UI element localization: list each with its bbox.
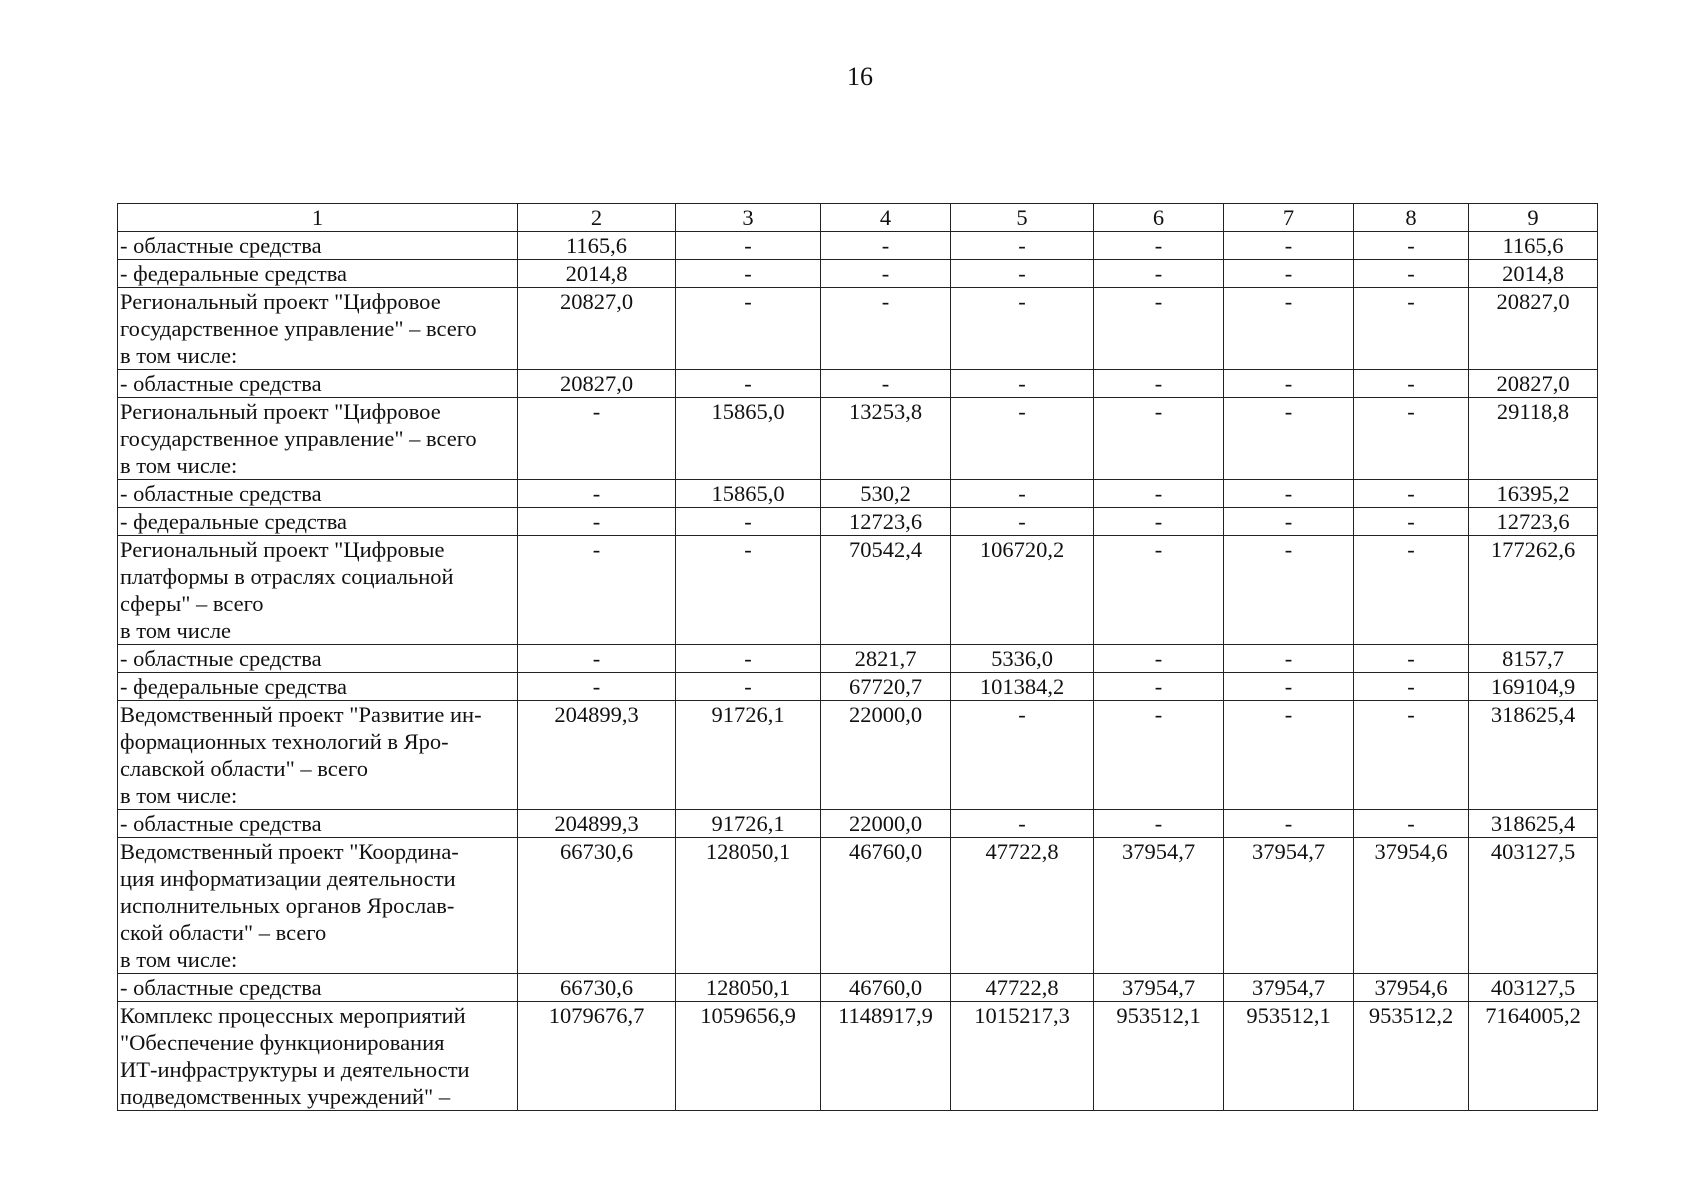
- table-row: [118, 673, 1598, 701]
- value-cell: 37954,6: [1354, 838, 1469, 974]
- row-label-line: - федеральные средства: [120, 509, 348, 534]
- value-cell: 67720,7: [821, 673, 951, 701]
- value-cell: -: [951, 701, 1094, 810]
- table-row: [118, 810, 1598, 838]
- value-cell: -: [1224, 536, 1354, 645]
- value-cell: 106720,2: [951, 536, 1094, 645]
- value-cell: -: [1354, 288, 1469, 370]
- value-cell: 953512,1: [1094, 1002, 1224, 1111]
- value-cell: 46760,0: [821, 974, 951, 1002]
- value-cell: 403127,5: [1469, 974, 1598, 1002]
- row-label-line: Региональный проект "Цифровое: [120, 289, 441, 314]
- row-label: [118, 398, 518, 480]
- column-number-9: 9: [1469, 204, 1598, 232]
- value-cell: 5336,0: [951, 645, 1094, 673]
- value-cell: -: [1354, 398, 1469, 480]
- value-cell: -: [1224, 480, 1354, 508]
- value-cell: -: [1224, 810, 1354, 838]
- column-number-1: 1: [118, 204, 518, 232]
- value-cell: 37954,6: [1354, 974, 1469, 1002]
- value-cell: 204899,3: [518, 810, 676, 838]
- value-cell: 128050,1: [676, 838, 821, 974]
- value-cell: 20827,0: [1469, 288, 1598, 370]
- value-cell: -: [518, 508, 676, 536]
- value-cell: -: [1094, 508, 1224, 536]
- value-cell: 128050,1: [676, 974, 821, 1002]
- table-row: [118, 288, 1598, 370]
- value-cell: 1165,6: [1469, 232, 1598, 260]
- row-label-line: подведомственных учреждений" –: [120, 1084, 451, 1109]
- row-label-line: сферы" – всего: [120, 591, 264, 616]
- row-label-line: - федеральные средства: [120, 261, 348, 286]
- value-cell: 37954,7: [1224, 838, 1354, 974]
- column-number-4: 4: [821, 204, 951, 232]
- value-cell: -: [1224, 701, 1354, 810]
- row-label-line: государственное управление" – всего: [120, 316, 477, 341]
- column-number-row: [118, 204, 1598, 232]
- row-label: [118, 508, 518, 536]
- value-cell: -: [1224, 508, 1354, 536]
- row-label: [118, 810, 518, 838]
- row-label-line: формационных технологий в Яро-: [120, 729, 449, 754]
- value-cell: -: [1354, 508, 1469, 536]
- column-number-8: 8: [1354, 204, 1469, 232]
- value-cell: -: [951, 398, 1094, 480]
- table-row: [118, 232, 1598, 260]
- value-cell: -: [821, 288, 951, 370]
- value-cell: 1165,6: [518, 232, 676, 260]
- value-cell: 91726,1: [676, 701, 821, 810]
- value-cell: 204899,3: [518, 701, 676, 810]
- value-cell: -: [1224, 398, 1354, 480]
- row-label-line: славской области" – всего: [120, 756, 368, 781]
- value-cell: -: [1224, 370, 1354, 398]
- value-cell: 22000,0: [821, 701, 951, 810]
- row-label-line: в том числе:: [120, 343, 238, 368]
- value-cell: -: [518, 645, 676, 673]
- value-cell: -: [1224, 260, 1354, 288]
- row-label-line: ИТ-инфраструктуры и деятельности: [120, 1057, 470, 1082]
- value-cell: 2821,7: [821, 645, 951, 673]
- row-label: [118, 701, 518, 810]
- row-label: [118, 536, 518, 645]
- table-row: [118, 645, 1598, 673]
- value-cell: 169104,9: [1469, 673, 1598, 701]
- value-cell: -: [1094, 536, 1224, 645]
- value-cell: -: [1094, 673, 1224, 701]
- row-label-line: ской области" – всего: [120, 920, 327, 945]
- value-cell: 47722,8: [951, 974, 1094, 1002]
- value-cell: -: [1354, 260, 1469, 288]
- value-cell: 403127,5: [1469, 838, 1598, 974]
- row-label: [118, 370, 518, 398]
- row-label-line: в том числе:: [120, 453, 238, 478]
- value-cell: -: [676, 645, 821, 673]
- value-cell: 2014,8: [518, 260, 676, 288]
- row-label: [118, 673, 518, 701]
- row-label-line: платформы в отраслях социальной: [120, 564, 454, 589]
- row-label: [118, 288, 518, 370]
- value-cell: -: [821, 260, 951, 288]
- value-cell: -: [951, 370, 1094, 398]
- value-cell: 1148917,9: [821, 1002, 951, 1111]
- value-cell: 530,2: [821, 480, 951, 508]
- value-cell: 20827,0: [518, 288, 676, 370]
- value-cell: 1059656,9: [676, 1002, 821, 1111]
- value-cell: -: [1224, 288, 1354, 370]
- value-cell: -: [518, 673, 676, 701]
- table-row: [118, 480, 1598, 508]
- value-cell: -: [1094, 645, 1224, 673]
- value-cell: -: [1354, 701, 1469, 810]
- column-number-5: 5: [951, 204, 1094, 232]
- value-cell: 15865,0: [676, 480, 821, 508]
- value-cell: -: [1224, 645, 1354, 673]
- value-cell: -: [1094, 810, 1224, 838]
- value-cell: 37954,7: [1094, 974, 1224, 1002]
- row-label: [118, 974, 518, 1002]
- value-cell: 318625,4: [1469, 701, 1598, 810]
- value-cell: -: [1094, 260, 1224, 288]
- table-row: [118, 370, 1598, 398]
- row-label-line: - областные средства: [120, 646, 322, 671]
- row-label-line: "Обеспечение функционирования: [120, 1030, 445, 1055]
- value-cell: -: [1354, 370, 1469, 398]
- value-cell: 1015217,3: [951, 1002, 1094, 1111]
- row-label-line: государственное управление" – всего: [120, 426, 477, 451]
- table-row: [118, 838, 1598, 974]
- row-label: [118, 838, 518, 974]
- table-row: [118, 260, 1598, 288]
- value-cell: -: [951, 508, 1094, 536]
- value-cell: 2014,8: [1469, 260, 1598, 288]
- value-cell: -: [676, 370, 821, 398]
- row-label-line: ция информатизации деятельности: [120, 866, 456, 891]
- row-label: [118, 232, 518, 260]
- table-row: [118, 536, 1598, 645]
- value-cell: -: [1094, 480, 1224, 508]
- value-cell: -: [676, 288, 821, 370]
- row-label-line: - федеральные средства: [120, 674, 348, 699]
- value-cell: -: [1094, 398, 1224, 480]
- value-cell: 37954,7: [1224, 974, 1354, 1002]
- row-label: [118, 480, 518, 508]
- value-cell: -: [1354, 232, 1469, 260]
- value-cell: -: [1354, 480, 1469, 508]
- value-cell: -: [1094, 232, 1224, 260]
- value-cell: -: [1354, 645, 1469, 673]
- row-label-line: в том числе:: [120, 947, 238, 972]
- row-label-line: исполнительных органов Ярослав-: [120, 893, 455, 918]
- value-cell: 12723,6: [1469, 508, 1598, 536]
- table-row: [118, 974, 1598, 1002]
- table-row: [118, 508, 1598, 536]
- value-cell: 66730,6: [518, 974, 676, 1002]
- value-cell: 13253,8: [821, 398, 951, 480]
- value-cell: -: [676, 536, 821, 645]
- row-label-line: - областные средства: [120, 481, 322, 506]
- page-number: 16: [847, 62, 873, 91]
- value-cell: 953512,2: [1354, 1002, 1469, 1111]
- value-cell: 47722,8: [951, 838, 1094, 974]
- value-cell: 177262,6: [1469, 536, 1598, 645]
- value-cell: -: [518, 480, 676, 508]
- row-label-line: - областные средства: [120, 975, 322, 1000]
- value-cell: -: [1094, 370, 1224, 398]
- value-cell: 16395,2: [1469, 480, 1598, 508]
- value-cell: 20827,0: [518, 370, 676, 398]
- value-cell: 1079676,7: [518, 1002, 676, 1111]
- row-label-line: Региональный проект "Цифровые: [120, 537, 445, 562]
- value-cell: 101384,2: [951, 673, 1094, 701]
- value-cell: -: [676, 232, 821, 260]
- value-cell: -: [951, 260, 1094, 288]
- value-cell: 15865,0: [676, 398, 821, 480]
- value-cell: -: [676, 673, 821, 701]
- value-cell: -: [1354, 673, 1469, 701]
- value-cell: -: [1354, 810, 1469, 838]
- value-cell: 12723,6: [821, 508, 951, 536]
- row-label: [118, 260, 518, 288]
- row-label-line: в том числе: [120, 618, 232, 643]
- value-cell: -: [951, 232, 1094, 260]
- value-cell: 20827,0: [1469, 370, 1598, 398]
- value-cell: -: [821, 370, 951, 398]
- value-cell: 37954,7: [1094, 838, 1224, 974]
- table-row: [118, 701, 1598, 810]
- value-cell: -: [1224, 232, 1354, 260]
- value-cell: 8157,7: [1469, 645, 1598, 673]
- value-cell: -: [518, 398, 676, 480]
- value-cell: 91726,1: [676, 810, 821, 838]
- value-cell: -: [1224, 673, 1354, 701]
- table-row: [118, 398, 1598, 480]
- row-label-line: - областные средства: [120, 371, 322, 396]
- value-cell: 70542,4: [821, 536, 951, 645]
- value-cell: 7164005,2: [1469, 1002, 1598, 1111]
- value-cell: -: [1354, 536, 1469, 645]
- value-cell: -: [951, 480, 1094, 508]
- row-label-line: в том числе:: [120, 783, 238, 808]
- row-label: [118, 645, 518, 673]
- value-cell: -: [1094, 288, 1224, 370]
- column-number-6: 6: [1094, 204, 1224, 232]
- row-label: [118, 1002, 518, 1111]
- row-label-line: Ведомственный проект "Координа-: [120, 839, 459, 864]
- table-row: [118, 1002, 1598, 1111]
- row-label-line: - областные средства: [120, 811, 322, 836]
- value-cell: 318625,4: [1469, 810, 1598, 838]
- row-label-line: Региональный проект "Цифровое: [120, 399, 441, 424]
- value-cell: 953512,1: [1224, 1002, 1354, 1111]
- column-number-2: 2: [518, 204, 676, 232]
- value-cell: 29118,8: [1469, 398, 1598, 480]
- row-label-line: Комплекс процессных мероприятий: [120, 1003, 466, 1028]
- value-cell: -: [676, 508, 821, 536]
- value-cell: -: [1094, 701, 1224, 810]
- value-cell: -: [821, 232, 951, 260]
- value-cell: -: [951, 288, 1094, 370]
- row-label-line: - областные средства: [120, 233, 322, 258]
- value-cell: -: [518, 536, 676, 645]
- budget-table: [117, 203, 1598, 1111]
- column-number-3: 3: [676, 204, 821, 232]
- value-cell: -: [951, 810, 1094, 838]
- column-number-7: 7: [1224, 204, 1354, 232]
- value-cell: 46760,0: [821, 838, 951, 974]
- value-cell: 66730,6: [518, 838, 676, 974]
- table-body: [118, 204, 1598, 1111]
- value-cell: -: [676, 260, 821, 288]
- value-cell: 22000,0: [821, 810, 951, 838]
- row-label-line: Ведомственный проект "Развитие ин-: [120, 702, 482, 727]
